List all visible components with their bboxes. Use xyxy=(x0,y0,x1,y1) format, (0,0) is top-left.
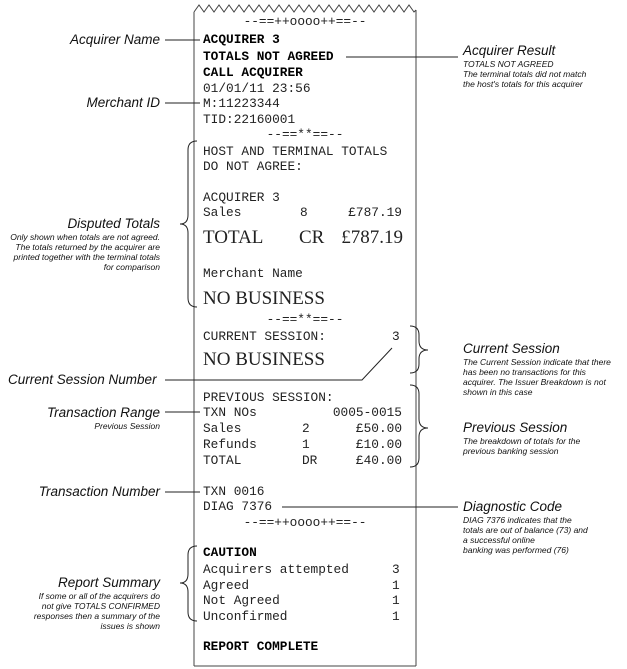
annotation-report-summary-desc: If some or all of the acquirers do not give TOTALS CONFIRMED responses then a summary of the issues is shown xyxy=(33,591,160,631)
receipt-separator-small-2: --==**==-- xyxy=(266,312,344,327)
annotation-diagnostic-code-desc-2: banking was performed (76) xyxy=(463,545,569,555)
annotation-current-session: Current Session xyxy=(463,341,560,356)
annotation-report-summary: Report Summary xyxy=(57,575,160,590)
receipt-footer-separator: --==++oooo++==-- xyxy=(243,515,367,530)
receipt-prev-refunds-count: 1 xyxy=(302,437,310,452)
receipt-prev-refunds-amount: £10.00 xyxy=(355,437,402,452)
receipt-disputed-sales-amount: £787.19 xyxy=(348,205,402,220)
receipt-txn-nos-label: TXN NOs xyxy=(203,405,257,420)
receipt-disputed-sales-label: Sales xyxy=(203,205,242,220)
receipt-current-session-label: CURRENT SESSION: xyxy=(203,329,326,344)
annotation-current-session-desc: The Current Session indicate that there has been no transactions for this acquirer. The Issuer Breakdown is not shown in this case xyxy=(463,357,611,397)
annotation-previous-session: Previous Session xyxy=(463,420,568,435)
receipt-merchant-id: M:11223344 xyxy=(203,96,280,111)
receipt-unconfirmed-value: 1 xyxy=(392,609,400,624)
receipt-unconfirmed-label: Unconfirmed xyxy=(203,609,288,624)
receipt-previous-session-label: PREVIOUS SESSION: xyxy=(203,390,334,405)
receipt-prev-total-dr: DR xyxy=(302,453,318,468)
receipt-caution: CAUTION xyxy=(203,545,257,560)
receipt-host-line-2: DO NOT AGREE: xyxy=(203,159,303,174)
receipt-header-separator: --==++oooo++==-- xyxy=(243,14,367,29)
annotation-acquirer-result: Acquirer Result xyxy=(463,43,556,58)
annotation-diagnostic-code: Diagnostic Code xyxy=(463,499,563,514)
receipt-prev-refunds-label: Refunds xyxy=(203,437,257,452)
brace-previous-session xyxy=(410,385,428,467)
receipt-txn-nos-value: 0005-0015 xyxy=(332,405,402,420)
annotation-acquirer-result-desc-1: TOTALS NOT AGREED xyxy=(463,59,554,69)
receipt-disputed-acquirer: ACQUIRER 3 xyxy=(203,190,280,205)
receipt-host-line-1: HOST AND TERMINAL TOTALS xyxy=(203,144,388,159)
annotation-transaction-number: Transaction Number xyxy=(38,484,160,499)
annotation-diagnostic-code-desc-1: DIAG 7376 indicates that the totals are out of balance (73) and a successful online xyxy=(463,515,588,545)
receipt-acquirers-attempted-value: 3 xyxy=(392,562,400,577)
receipt-call-acquirer: CALL ACQUIRER xyxy=(203,65,303,80)
annotation-transaction-range: Transaction Range xyxy=(46,405,160,420)
receipt-current-business: NO BUSINESS xyxy=(203,349,325,370)
receipt-merchant-name-value: NO BUSINESS xyxy=(203,288,325,309)
receipt-disputed-total-amount: £787.19 xyxy=(341,227,403,248)
annotation-previous-session-desc: The breakdown of totals for the previous banking session xyxy=(463,436,581,456)
annotation-current-session-number: Current Session Number xyxy=(8,372,157,387)
receipt-acquirers-attempted-label: Acquirers attempted xyxy=(203,562,349,577)
receipt-diagnostic-code: DIAG 7376 xyxy=(203,499,273,514)
receipt-prev-total-label: TOTAL xyxy=(203,453,242,468)
receipt-zigzag-edge xyxy=(194,5,416,12)
annotation-transaction-range-desc: Previous Session xyxy=(94,421,160,431)
brace-current-session xyxy=(410,326,428,373)
receipt-merchant-name-label: Merchant Name xyxy=(203,266,303,281)
annotation-acquirer-name: Acquirer Name xyxy=(69,32,160,47)
receipt-prev-sales-amount: £50.00 xyxy=(355,421,402,436)
receipt-not-agreed-value: 1 xyxy=(392,593,400,608)
receipt-acquirer-name: ACQUIRER 3 xyxy=(203,32,280,47)
receipt-disputed-total-label: TOTAL xyxy=(203,227,264,248)
receipt-report-complete: REPORT COMPLETE xyxy=(203,639,319,654)
annotation-disputed-totals: Disputed Totals xyxy=(67,216,160,231)
receipt-agreed-value: 1 xyxy=(392,578,400,593)
receipt-datetime: 01/01/11 23:56 xyxy=(203,81,311,96)
receipt-disputed-total-cr: CR xyxy=(299,227,325,248)
receipt-agreed-label: Agreed xyxy=(203,578,250,593)
annotation-merchant-id: Merchant ID xyxy=(86,95,160,110)
annotation-disputed-totals-desc: Only shown when totals are not agreed. The totals returned by the acquirer are printed together with the terminal totals for comparison xyxy=(10,232,160,272)
receipt-transaction-number: TXN 0016 xyxy=(203,484,265,499)
receipt-prev-sales-count: 2 xyxy=(302,421,310,436)
receipt-prev-sales-label: Sales xyxy=(203,421,242,436)
receipt-prev-total-amount: £40.00 xyxy=(355,453,402,468)
receipt-acquirer-result: TOTALS NOT AGREED xyxy=(203,49,334,64)
annotation-acquirer-result-desc-2: The terminal totals did not match the host's totals for this acquirer xyxy=(463,69,587,89)
receipt-separator-small: --==**==-- xyxy=(266,127,344,142)
receipt-disputed-sales-count: 8 xyxy=(300,205,308,220)
receipt-current-session-number: 3 xyxy=(392,329,400,344)
receipt-terminal-id: TID:22160001 xyxy=(203,112,296,127)
receipt-not-agreed-label: Not Agreed xyxy=(203,593,280,608)
